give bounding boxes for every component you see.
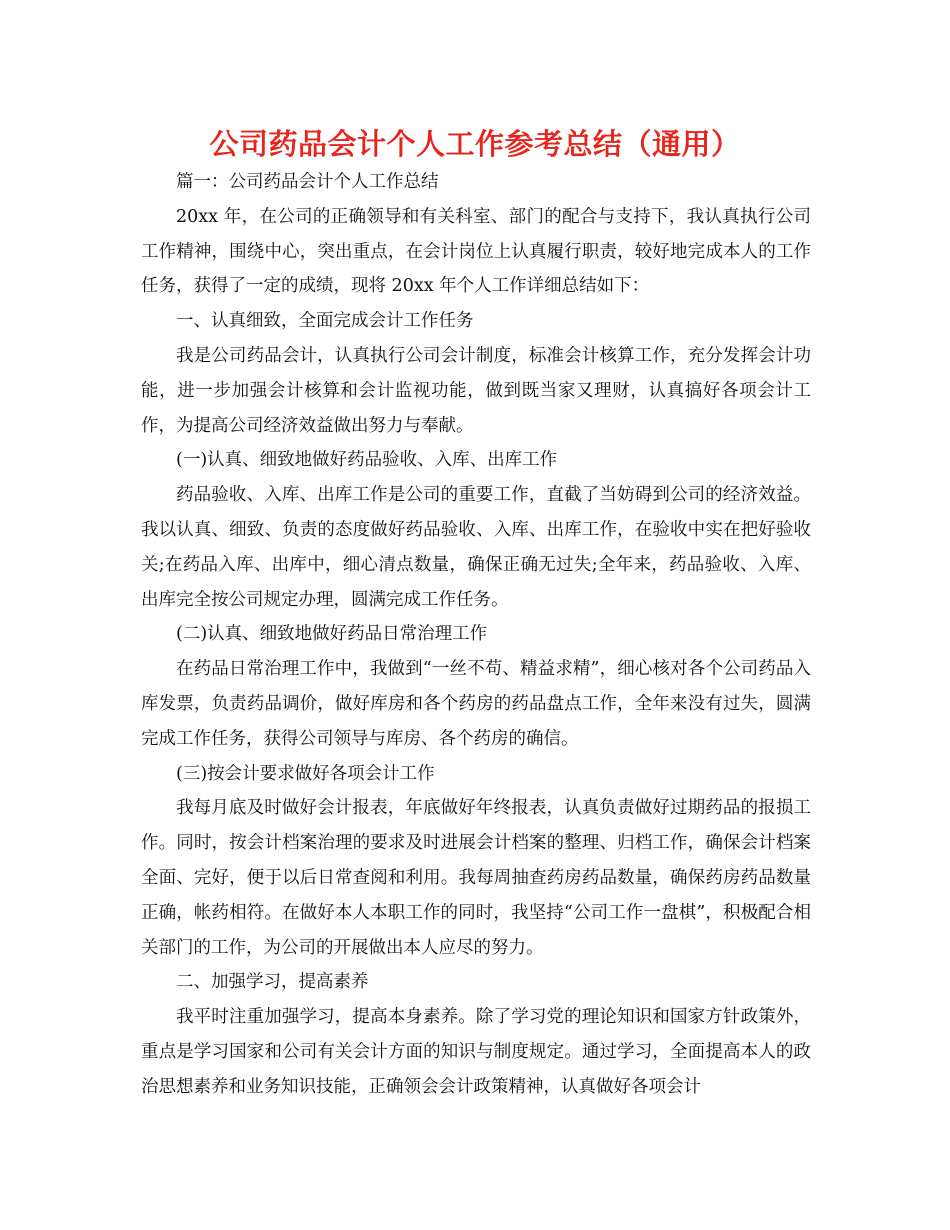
subsection-heading-1: (一)认真、细致地做好药品验收、入库、出库工作	[176, 450, 558, 471]
intro-paragraph: 20xx 年，在公司的正确领导和有关科室、部门的配合与支持下，我认真执行公司工作精神，围绕中心，突出重点，在会计岗位上认真履行职责，较好地完成本人的工作任务，获得了一定的成绩，现将 20xx 年个人工作详细总结如下：	[141, 206, 811, 297]
body-paragraph: 药品验收、入库、出库工作是公司的重要工作，直截了当妨碍到公司的经济效益。我以认真、细致、负责的态度做好药品验收、入库、出库工作，在验收中实在把好验收关;在药品入库、出库中，细心清点数量，确保正确无过失;全年来，药品验收、入库、出库完全按公司规定办理，圆满完成工作任务。	[141, 485, 811, 610]
body-paragraph: 我是公司药品会计，认真执行公司会计制度，标准会计核算工作，充分发挥会计功能，进一步加强会计核算和会计监视功能，做到既当家又理财，认真搞好各项会计工作，为提高公司经济效益做出努力与奉献。	[141, 345, 811, 436]
body-paragraph: 我平时注重加强学习，提高本身素养。除了学习党的理论知识和国家方针政策外，重点是学习国家和公司有关会计方面的知识与制度规定。通过学习，全面提高本人的政治思想素养和业务知识技能，正确领会会计政策精神，认真做好各项会计	[141, 1007, 811, 1097]
body-paragraph: 在药品日常治理工作中，我做到“一丝不苟、精益求精”，细心核对各个公司药品入库发票，负责药品调价，做好库房和各个药房的药品盘点工作，全年来没有过失，圆满完成工作任务，获得公司领导与库房、各个药房的确信。	[141, 659, 811, 749]
document-title: 公司药品会计个人工作参考总结（通用）	[209, 127, 741, 161]
document-body	[141, 165, 811, 1105]
section-heading-part-one: 篇一：公司药品会计个人工作总结	[176, 172, 439, 192]
subsection-heading-2: (二)认真、细致地做好药品日常治理工作	[176, 624, 488, 645]
body-paragraph: 我每月底及时做好会计报表，年底做好年终报表，认真负责做好过期药品的报损工作。同时，按会计档案治理的要求及时进展会计档案的整理、归档工作，确保会计档案全面、完好，便于以后日常查阅和利用。我每周抽查药房药品数量，确保药房药品数量正确，帐药相符。在做好本人本职工作的同时，我坚持“公司工作一盘棋”，积极配合相关部门的工作，为公司的开展做出本人应尽的努力。	[141, 798, 811, 958]
section-heading-2: 二、加强学习，提高素养	[176, 972, 369, 993]
subsection-heading-3: (三)按会计要求做好各项会计工作	[176, 763, 435, 784]
section-heading-1: 一、认真细致，全面完成会计工作任务	[176, 311, 474, 332]
